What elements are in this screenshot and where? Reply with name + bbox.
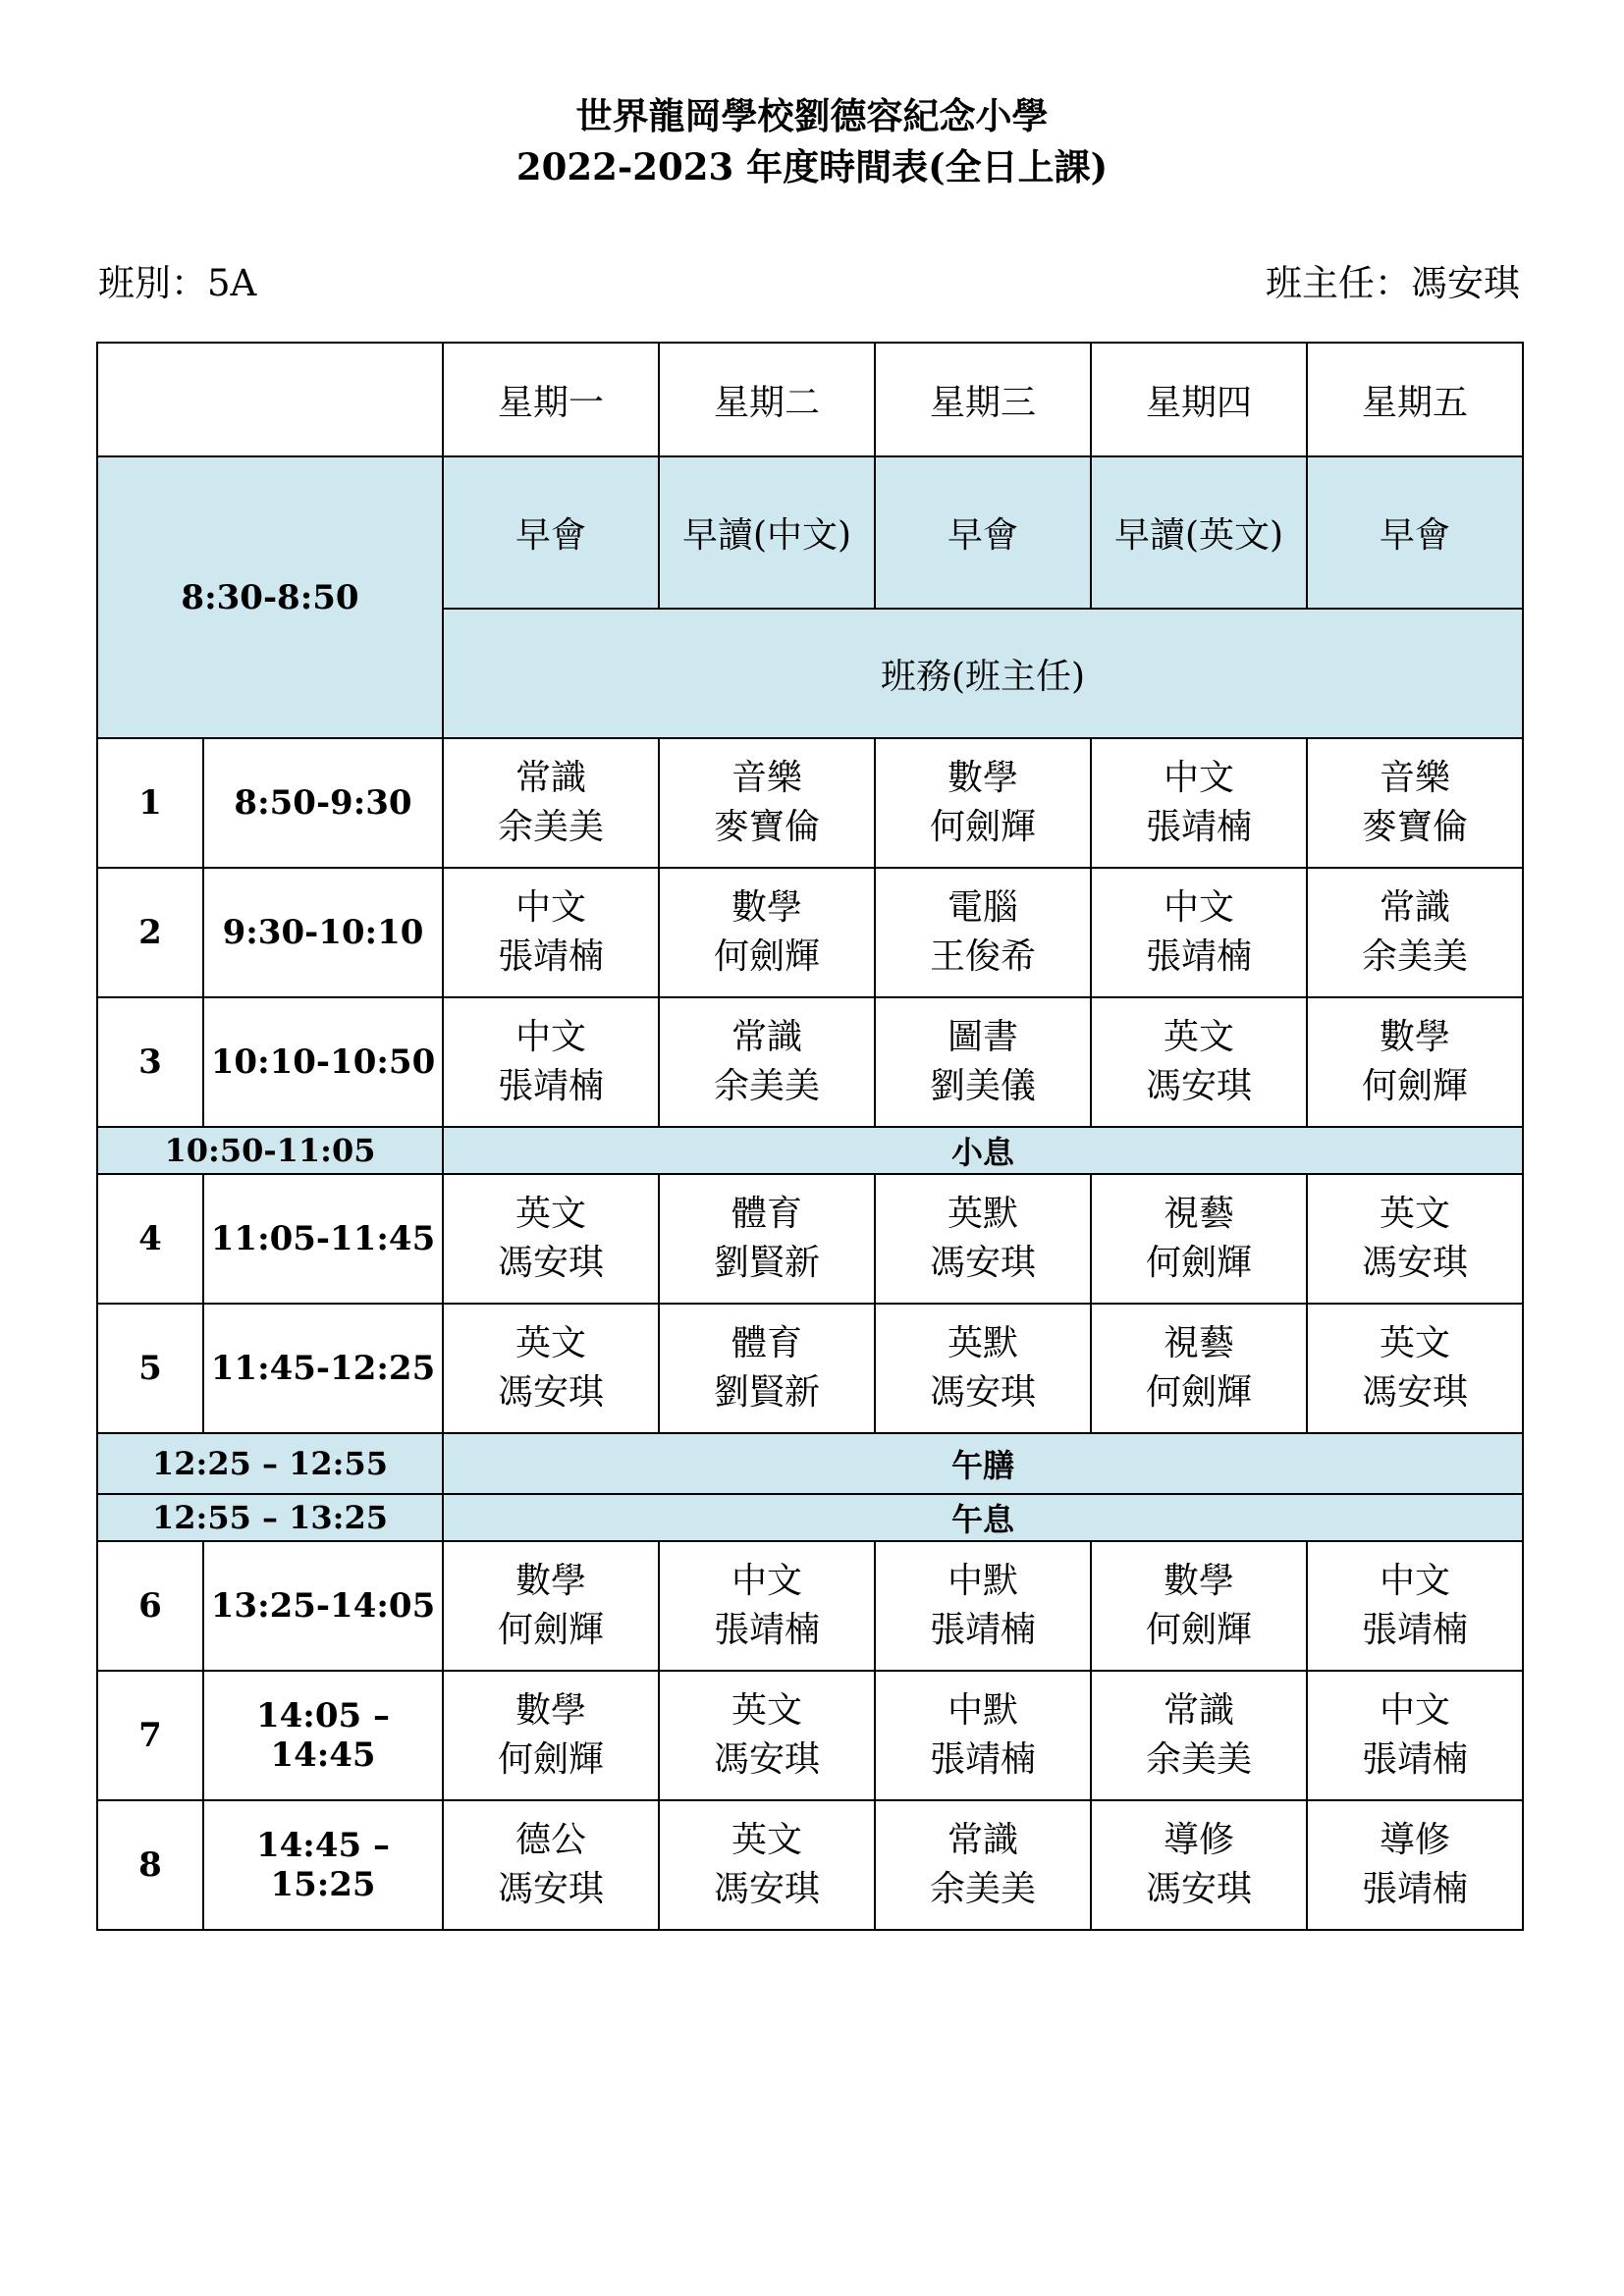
day-header: 星期四 [1091,343,1307,456]
lesson-cell [659,1304,875,1433]
period-row [97,1304,1523,1433]
morning-activity: 早會 [1307,456,1523,609]
subject-name: 中文 [1163,758,1234,798]
teacher-name: 張靖楠 [1145,936,1252,977]
lesson-cell [1307,738,1523,868]
period-number: 2 [97,868,203,997]
subject-name: 中默 [947,1690,1018,1731]
subject-name: 導修 [1163,1820,1234,1860]
teacher-name: 張靖楠 [1145,807,1252,847]
subject-name: 常識 [947,1820,1018,1860]
teacher-name: 劉美儀 [929,1066,1036,1106]
teacher-name: 余美美 [713,1066,820,1106]
period-row [97,738,1523,868]
subject-name: 數學 [1379,1017,1450,1057]
lesson-cell [1091,868,1307,997]
lesson-cell [443,738,659,868]
day-header: 星期二 [659,343,875,456]
lesson-cell [875,1541,1091,1671]
lesson-cell [875,1800,1091,1930]
teacher-name: 余美美 [1361,936,1468,977]
lesson-cell [443,1671,659,1800]
period-time: 11:05-11:45 [203,1174,443,1304]
teacher-name: 馮安琪 [713,1739,820,1780]
day-header: 星期五 [1307,343,1523,456]
lesson-cell [659,1671,875,1800]
subject-name: 數學 [514,1561,586,1601]
subject-name: 中文 [1379,1690,1450,1731]
teacher-name: 余美美 [497,807,604,847]
subject-name: 數學 [1163,1561,1234,1601]
teacher-name: 張靖楠 [1361,1869,1468,1909]
subject-name: 常識 [514,758,586,798]
subject-name: 常識 [1379,887,1450,928]
timetable [96,342,1524,1931]
subject-name: 德公 [514,1820,586,1860]
break-row [97,1494,1523,1541]
teacher-name: 張靖楠 [497,936,604,977]
class-teacher-label: 班主任：馮安琪 [1266,262,1520,304]
lesson-cell [1307,1304,1523,1433]
lesson-cell [1091,738,1307,868]
teacher-name: 張靖楠 [1361,1610,1468,1650]
teacher-name: 何劍輝 [929,807,1036,847]
teacher-name: 何劍輝 [497,1610,604,1650]
teacher-name: 馮安琪 [1145,1869,1252,1909]
period-row [97,1541,1523,1671]
lesson-cell [443,1174,659,1304]
lesson-cell [1091,997,1307,1127]
subject-name: 中默 [947,1561,1018,1601]
lesson-cell [1307,1174,1523,1304]
period-row [97,868,1523,997]
teacher-name: 馮安琪 [497,1372,604,1413]
lesson-cell [659,1541,875,1671]
day-header-row [97,343,1523,456]
lesson-cell [443,997,659,1127]
lesson-cell [1091,1174,1307,1304]
subject-name: 音樂 [1379,758,1450,798]
teacher-name: 張靖楠 [713,1610,820,1650]
teacher-name: 馮安琪 [497,1869,604,1909]
subject-name: 視藝 [1163,1194,1234,1234]
lesson-cell [659,997,875,1127]
period-number: 4 [97,1174,203,1304]
period-number: 7 [97,1671,203,1800]
lesson-cell [1307,1671,1523,1800]
subject-name: 英文 [514,1194,586,1234]
day-header: 星期三 [875,343,1091,456]
period-number: 8 [97,1800,203,1930]
lesson-cell [875,997,1091,1127]
morning-activity: 早會 [443,456,659,609]
lesson-cell [875,1304,1091,1433]
teacher-name: 馮安琪 [929,1372,1036,1413]
lesson-cell [875,1671,1091,1800]
corner-cell [97,343,443,456]
lesson-cell [659,1800,875,1930]
period-row [97,997,1523,1127]
teacher-name: 馮安琪 [929,1243,1036,1283]
break-row [97,1127,1523,1174]
teacher-name: 余美美 [1145,1739,1252,1780]
teacher-name: 何劍輝 [1361,1066,1468,1106]
teacher-name: 劉賢新 [713,1372,820,1413]
teacher-name: 張靖楠 [497,1066,604,1106]
subject-name: 中文 [1379,1561,1450,1601]
subject-name: 英文 [514,1323,586,1363]
subject-name: 英文 [1163,1017,1234,1057]
lesson-cell [443,868,659,997]
period-time: 10:10-10:50 [203,997,443,1127]
subject-name: 視藝 [1163,1323,1234,1363]
teacher-name: 張靖楠 [1361,1739,1468,1780]
period-time: 9:30-10:10 [203,868,443,997]
subject-name: 英默 [947,1194,1018,1234]
subject-name: 中文 [731,1561,802,1601]
lesson-cell [1091,1800,1307,1930]
subject-name: 英文 [731,1820,802,1860]
subject-name: 數學 [731,887,802,928]
teacher-name: 馮安琪 [497,1243,604,1283]
lesson-cell [1307,1541,1523,1671]
teacher-name: 何劍輝 [1145,1243,1252,1283]
period-number: 5 [97,1304,203,1433]
lesson-cell [1091,1541,1307,1671]
period-number: 3 [97,997,203,1127]
lesson-cell [1307,1800,1523,1930]
lesson-cell [1307,997,1523,1127]
morning-activity: 早會 [875,456,1091,609]
teacher-name: 劉賢新 [713,1243,820,1283]
teacher-name: 馮安琪 [1361,1243,1468,1283]
period-time: 13:25-14:05 [203,1541,443,1671]
period-time: 14:45 – 15:25 [203,1800,443,1930]
subject-name: 英默 [947,1323,1018,1363]
subject-name: 數學 [947,758,1018,798]
teacher-name: 馮安琪 [713,1869,820,1909]
morning-row [97,456,1523,609]
morning-activity: 早讀(中文) [659,456,875,609]
subject-name: 音樂 [731,758,802,798]
timetable-subtitle: 2022-2023 年度時間表(全日上課) [515,145,1109,188]
lesson-cell [659,868,875,997]
teacher-name: 何劍輝 [1145,1372,1252,1413]
subject-name: 中文 [514,1017,586,1057]
subject-name: 中文 [514,887,586,928]
lesson-cell [659,1174,875,1304]
period-time: 14:05 – 14:45 [203,1671,443,1800]
break-time: 12:25 – 12:55 [97,1433,443,1494]
morning-time: 8:30-8:50 [97,456,443,738]
class-affairs: 班務(班主任) [443,609,1523,738]
lesson-cell [875,738,1091,868]
teacher-name: 何劍輝 [713,936,820,977]
teacher-name: 張靖楠 [929,1610,1036,1650]
lesson-cell [875,1174,1091,1304]
period-number: 6 [97,1541,203,1671]
class-label: 班別：5A [98,262,257,304]
subject-name: 英文 [1379,1194,1450,1234]
teacher-name: 馮安琪 [1361,1372,1468,1413]
subject-name: 英文 [731,1690,802,1731]
subject-name: 數學 [514,1690,586,1731]
break-time: 12:55 – 13:25 [97,1494,443,1541]
subject-name: 圖書 [947,1017,1018,1057]
morning-activity: 早讀(英文) [1091,456,1307,609]
subject-name: 常識 [1163,1690,1234,1731]
teacher-name: 麥寶倫 [1361,807,1468,847]
break-time: 10:50-11:05 [97,1127,443,1174]
teacher-name: 何劍輝 [497,1739,604,1780]
break-label: 小息 [443,1127,1523,1174]
lesson-cell [443,1541,659,1671]
subject-name: 英文 [1379,1323,1450,1363]
lesson-cell [1091,1304,1307,1433]
teacher-name: 張靖楠 [929,1739,1036,1780]
period-time: 11:45-12:25 [203,1304,443,1433]
lesson-cell [875,868,1091,997]
teacher-name: 余美美 [929,1869,1036,1909]
break-row [97,1433,1523,1494]
teacher-name: 麥寶倫 [713,807,820,847]
break-label: 午息 [443,1494,1523,1541]
subject-name: 導修 [1379,1820,1450,1860]
subject-name: 體育 [731,1194,802,1234]
lesson-cell [1091,1671,1307,1800]
subject-name: 體育 [731,1323,802,1363]
teacher-name: 馮安琪 [1145,1066,1252,1106]
period-number: 1 [97,738,203,868]
lesson-cell [659,738,875,868]
teacher-name: 何劍輝 [1145,1610,1252,1650]
teacher-name: 王俊希 [929,936,1036,977]
subject-name: 中文 [1163,887,1234,928]
lesson-cell [443,1800,659,1930]
period-time: 8:50-9:30 [203,738,443,868]
subject-name: 常識 [731,1017,802,1057]
lesson-cell [1307,868,1523,997]
period-row [97,1174,1523,1304]
school-name: 世界龍岡學校劉德容紀念小學 [575,94,1049,137]
subject-name: 電腦 [947,887,1018,928]
period-row [97,1800,1523,1930]
day-header: 星期一 [443,343,659,456]
period-row [97,1671,1523,1800]
break-label: 午膳 [443,1433,1523,1494]
lesson-cell [443,1304,659,1433]
